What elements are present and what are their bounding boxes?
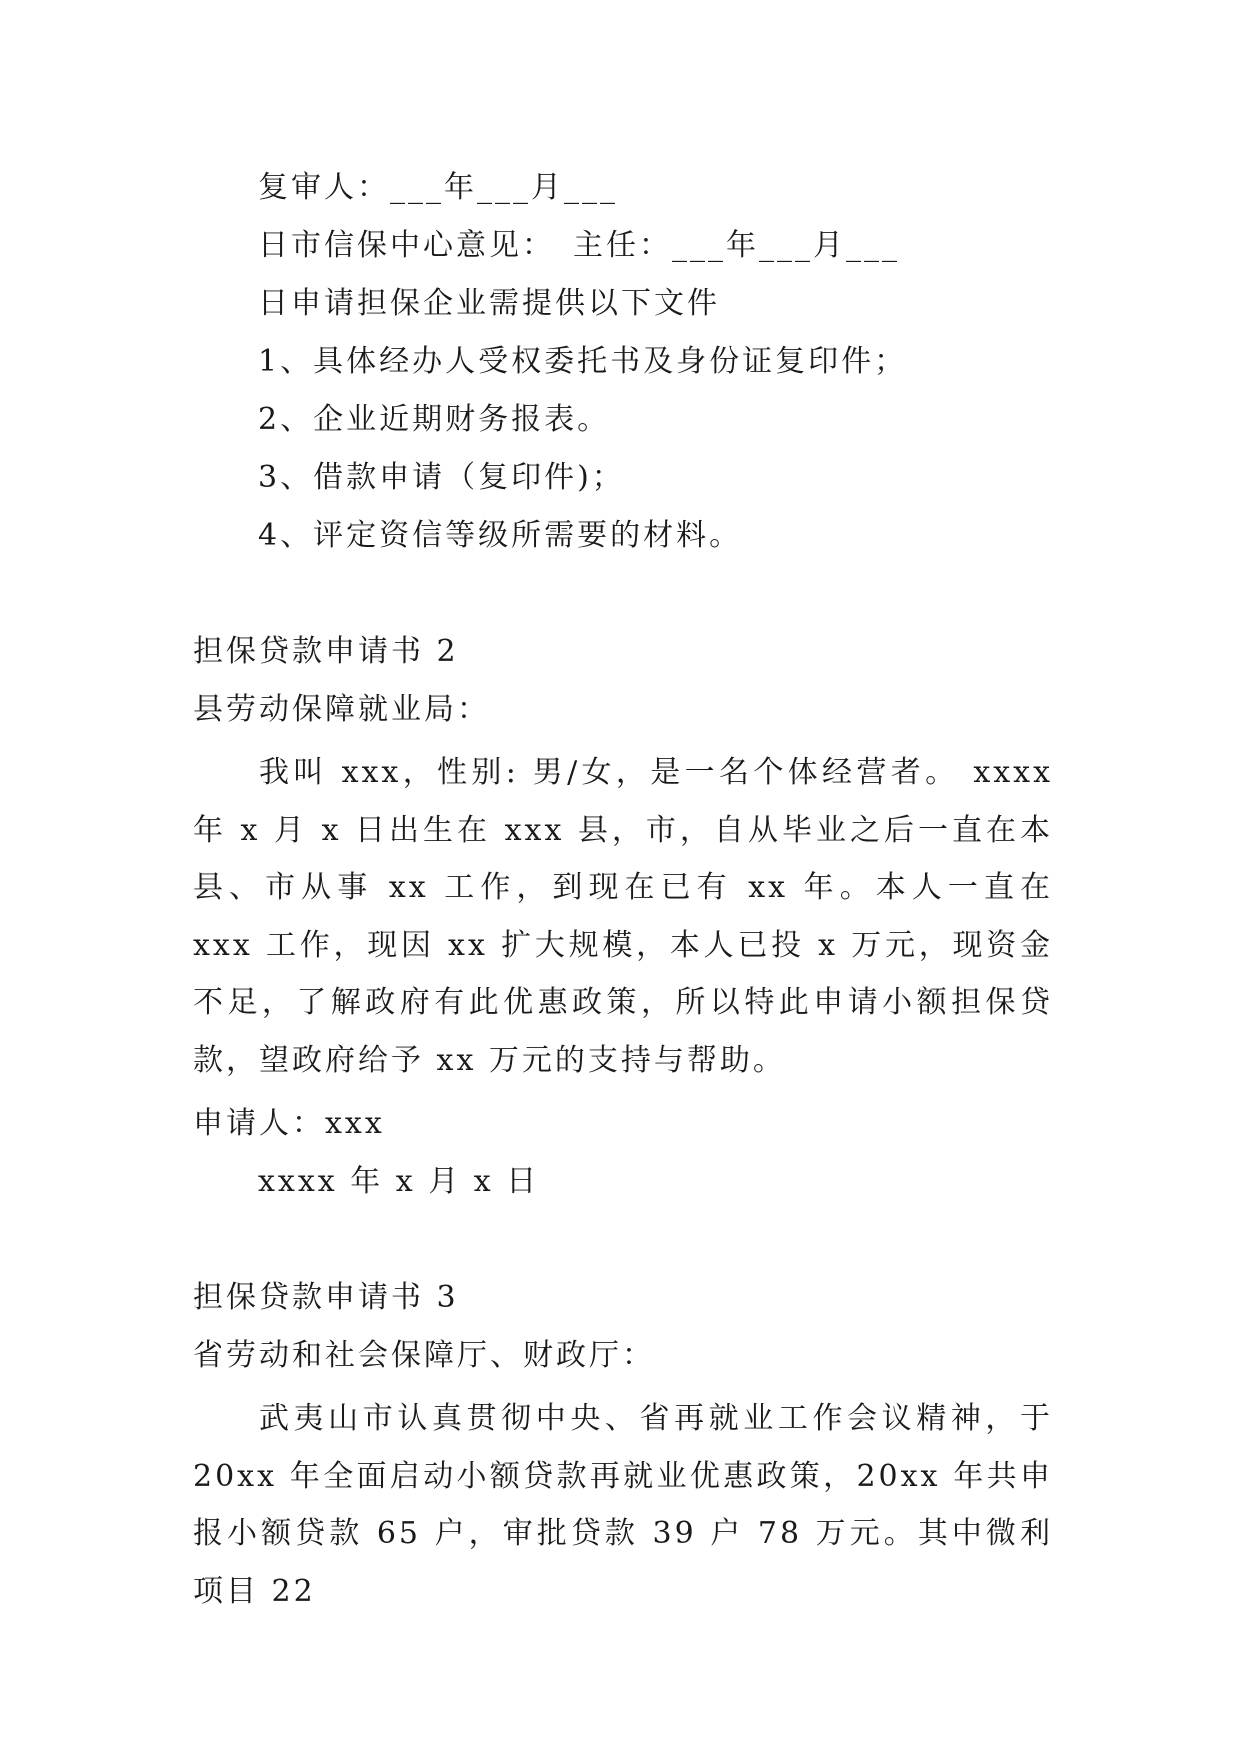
addressee: 县劳动保障就业局： [193,692,490,727]
section-title: 担保贷款申请书 3 [193,1280,459,1315]
applicant-line: 申请人：xxx [193,1106,385,1141]
addressee: 省劳动和社会保障厅、财政厅： [193,1338,655,1373]
center-opinion-line: 日市信保中心意见： 主任：___年___月___ [258,228,900,263]
required-document-item: 1、具体经办人受权委托书及身份证复印件； [258,344,908,379]
reviewer-line: 复审人：___年___月___ [258,170,618,205]
required-document-item: 2、企业近期财务报表。 [258,402,611,437]
required-document-item: 3、借款申请（复印件)； [258,460,625,495]
section-title: 担保贷款申请书 2 [193,634,459,669]
required-documents-heading: 日申请担保企业需提供以下文件 [258,286,720,321]
date-line: xxxx 年 x 月 x 日 [258,1164,540,1199]
report-body: 武夷山市认真贯彻中央、省再就业工作会议精神，于 20xx 年全面启动小额贷款再就业优惠政策，20xx 年共申报小额贷款 65 户，审批贷款 39 户 78 万元。其中微利项目 22 [193,1401,1053,1609]
application-body: 我叫 xxx，性别: 男/女，是一名个体经营者。 xxxx 年 x 月 x 日出生在 xxx 县，市，自从毕业之后一直在本县、市从事 xx 工作，到现在已有 xx 年。本人一直在 xxx 工作，现因 xx 扩大规模，本人已投 x 万元，现资金不足，了解政府有此优惠政策，所以特此申请小额担保贷款，望政府给予 xx 万元的支持与帮助。 [193,755,1053,1078]
required-document-item: 4、评定资信等级所需要的材料。 [258,518,743,553]
